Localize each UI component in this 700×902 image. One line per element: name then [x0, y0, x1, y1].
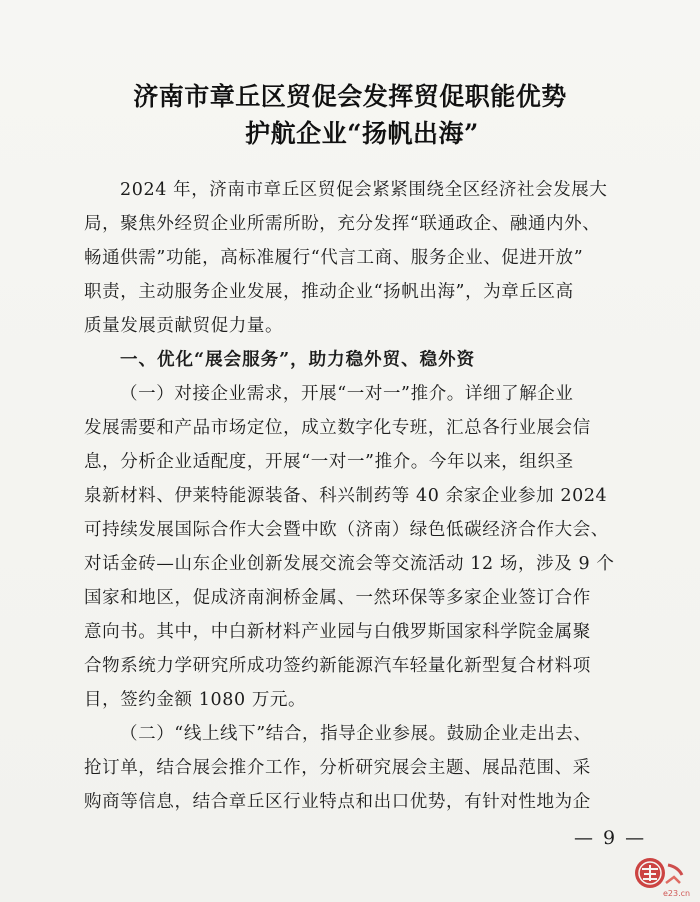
paragraph-line: 畅通供需”功能，高标准履行“代言工商、服务企业、促进开放”	[84, 248, 584, 268]
paragraph-line: 意向书。其中，中白新材料产业园与白俄罗斯国家科学院金属聚	[84, 622, 591, 642]
paragraph-line: 国家和地区，促成济南涧桥金属、一然环保等多家企业签订合作	[84, 588, 591, 608]
paragraph-line: （一）对接企业需求，开展“一对一”推介。详细了解企业	[120, 384, 574, 404]
paragraph-line: 合物系统力学研究所成功签约新能源汽车轻量化新型复合材料项	[84, 656, 591, 676]
document-title-line-2: 护航企业“扬帆出海”	[245, 119, 479, 148]
paragraph-line: （二）“线上线下”结合，指导企业参展。鼓励企业走出去、	[120, 724, 592, 744]
paragraph-line: 局，聚焦外经贸企业所需所盼，充分发挥“联通政企、融通内外、	[84, 214, 601, 234]
paragraph-line: 购商等信息，结合章丘区行业特点和出口优势，有针对性地为企	[84, 792, 591, 812]
paragraph-line: 对话金砖—山东企业创新发展交流会等交流活动 12 场，涉及 9 个	[84, 554, 615, 574]
watermark-logo-icon	[630, 853, 696, 899]
section-heading: 一、优化“展会服务”，助力稳外贸、稳外资	[120, 350, 476, 370]
paragraph-line: 2024 年，济南市章丘区贸促会紧紧围绕全区经济社会发展大	[120, 180, 608, 200]
paragraph-line: 发展需要和产品市场定位，成立数字化专班，汇总各行业展会信	[84, 418, 591, 438]
paragraph-line: 息，分析企业适配度，开展“一对一”推介。今年以来，组织圣	[84, 452, 574, 472]
paragraph-line: 目，签约金额 1080 万元。	[84, 690, 307, 710]
paragraph-line: 可持续发展国际合作大会暨中欧（济南）绿色低碳经济合作大会、	[84, 520, 609, 540]
paragraph-line: 质量发展贡献贸促力量。	[84, 316, 284, 336]
paragraph-line: 泉新材料、伊莱特能源装备、科兴制药等 40 余家企业参加 2024	[84, 486, 608, 506]
paragraph-line: 职责，主动服务企业发展，推动企业“扬帆出海”，为章丘区高	[84, 282, 574, 302]
svg-text:e23.cn: e23.cn	[663, 889, 691, 898]
paragraph-line: 抢订单，结合展会推介工作，分析研究展会主题、展品范围、采	[84, 758, 591, 778]
page-number: — 9 —	[574, 827, 647, 849]
document-title-line-1: 济南市章丘区贸促会发挥贸促职能优势	[133, 82, 567, 111]
